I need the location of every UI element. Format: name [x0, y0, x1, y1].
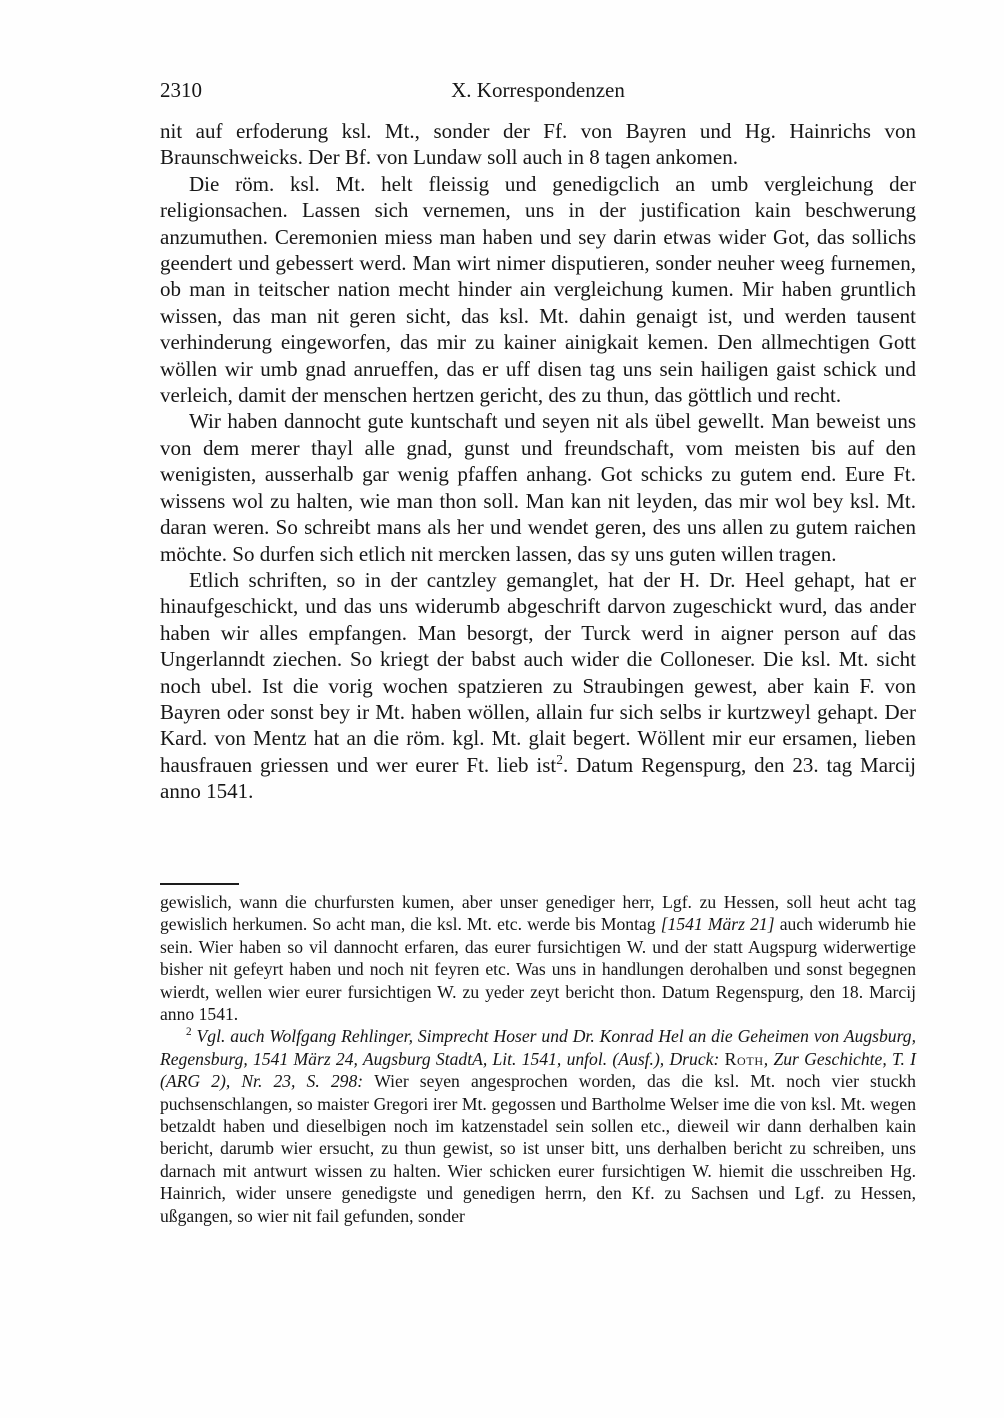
text-run: Etlich schriften, so in der cantzley gemanglet, hat der H. Dr. Heel gehapt, hat er hinaufgeschickt, und das uns widerumb abgeschrift darvon zugeschickt wurd, das ander haben wir alles empfangen. Man besorgt, der Turck werd in aigner person auf das Ungerlanndt ziechen. So kriegt der babst auch wider die Colloneser. Die ksl. Mt. sicht noch ubel. Ist die vorig wochen spatzieren zu Straubingen gewest, aber kain F. von Bayren oder sonst bey ir Mt. haben wöllen, allain fur sich selbs ir kurtzweyl gehapt. Der Kard. von Mentz hat an die röm. kgl. Mt. glait begert. Wöllent mir eur ersamen, lieben hausfrauen griessen und wer eurer Ft. lieb ist [160, 567, 916, 777]
page-header [160, 76, 916, 104]
body-paragraph [160, 408, 916, 566]
text-run: Wier seyen angesprochen worden, das die ksl. Mt. noch vier stuckh puchsenschlangen, so maister Gregori irer Mt. gegossen und Bartholme Welser ime die von ksl. Mt. wegen betzaldt haben und dieselbigen noch im katzenstadel sein sollen etc., dieweil wir dann derhalben kain bericht, darumb wier ersucht, zu thun gewist, so ist unser bitt, uns derhalben bericht zu schreiben, uns darnach mit antwurt wissen zu halten. Wier schicken eurer fursichtigen W. hiemit die usschreiben Hg. Hainrich, wider unsere genedigste und genedigen herrn, den Kf. zu Sachsen und Lgf. zu Hessen, ußgangen, so wier nit fail gefunden, sonder [160, 1071, 916, 1226]
body-paragraph [160, 118, 916, 171]
footnote-paragraph [160, 891, 916, 1025]
main-text-block [160, 118, 916, 805]
footnotes-block [160, 891, 916, 1227]
text-run-smallcaps: Roth [724, 1048, 764, 1069]
text-run: gewislich, wann die churfursten kumen, aber unser genediger herr, Lgf. zu Hessen, soll heut acht tag gewislich herkumen. So acht man, die ksl. Mt. etc. werde bis Montag [160, 892, 916, 935]
footnote-reference: 2 [556, 751, 563, 767]
page-number: 2310 [160, 78, 202, 102]
text-run: auch widerumb hie sein. Wier haben so vil dannocht erfaren, das eurer fursichtigen W. und der statt Augspurg widerwertige bisher nit gefeyrt haben und noch nit feyren etc. Was uns in handlungen derohalben und sonst begegnen wierdt, wellen wier eurer fursichtigen W. zu yeder zeyt bericht thon. Datum Regenspurg, den 18. Marcij anno 1541. [160, 914, 916, 1025]
text-run-italic: [1541 März 21] [660, 914, 775, 935]
body-paragraph [160, 171, 916, 409]
text-run-italic: Vgl. auch Wolfgang Rehlinger, Simprecht Hoser und Dr. Konrad Hel an die Geheimen von Augsburg, Regensburg, 1541 März 24, Augsburg StadtA, Lit. 1541, unfol. (Ausf.), Druck: [160, 1026, 916, 1069]
running-head: X. Korrespondenzen [451, 78, 625, 102]
body-paragraph [160, 567, 916, 805]
text-run-italic: , Zur Geschichte, T. I (ARG 2), Nr. 23, S. 298: [160, 1048, 916, 1092]
footnote-paragraph [160, 1025, 916, 1227]
text-run: Wir haben dannocht gute kuntschaft und seyen nit als übel gewellt. Man beweist uns von dem merer thayl alle gnad, gunst und freundschaft, vom meisten bis auf den wenigisten, ausserhalb gar wenig pfaffen anhang. Got schicks zu gutem end. Eure Ft. wissens wol zu halten, wie man thon soll. Man kan nit leyden, das mir wol bey ksl. Mt. daran weren. So schreibt mans als her und wendet geren, des uns allen zu gutem raichen möchte. So durfen sich etlich nit mercken lassen, das sy uns guten willen tragen. [160, 409, 916, 566]
footnote-separator [160, 883, 239, 885]
text-run: Die röm. ksl. Mt. helt fleissig und genedigclich an umb vergleichung der religionsachen. Lassen sich vernemen, uns in der justification kain beschwerung anzumuthen. Ceremonien miess man haben und sey darin etwas wider Got, das sollichs geendert und gebessert werd. Man wirt nimer disputieren, sonder neuher weeg furnemen, ob man in teitscher nation mecht hinder ain vergleichung kumen. Mir haben gruntlich wissen, das man nit geren sicht, das ksl. Mt. dahin genaigt ist, und werden tausent verhinderung eingeworfen, das mir zu kainer ainigkait kemen. Den allmechtigen Gott wöllen wir umb gnad anrueffen, das er uff disen tag uns sein hailigen gaist schick und verleich, damit der menschen hertzen gericht, des zu thun, das göttlich und recht. [160, 171, 916, 408]
text-run: . Datum Regenspurg, den 23. tag Marcij anno 1541. [160, 752, 916, 804]
footnote-reference: 2 [186, 1026, 192, 1039]
text-run: nit auf erfoderung ksl. Mt., sonder der Ff. von Bayren und Hg. Hainrichs von Braunschweicks. Der Bf. von Lundaw soll auch in 8 tagen ankomen. [160, 119, 916, 170]
